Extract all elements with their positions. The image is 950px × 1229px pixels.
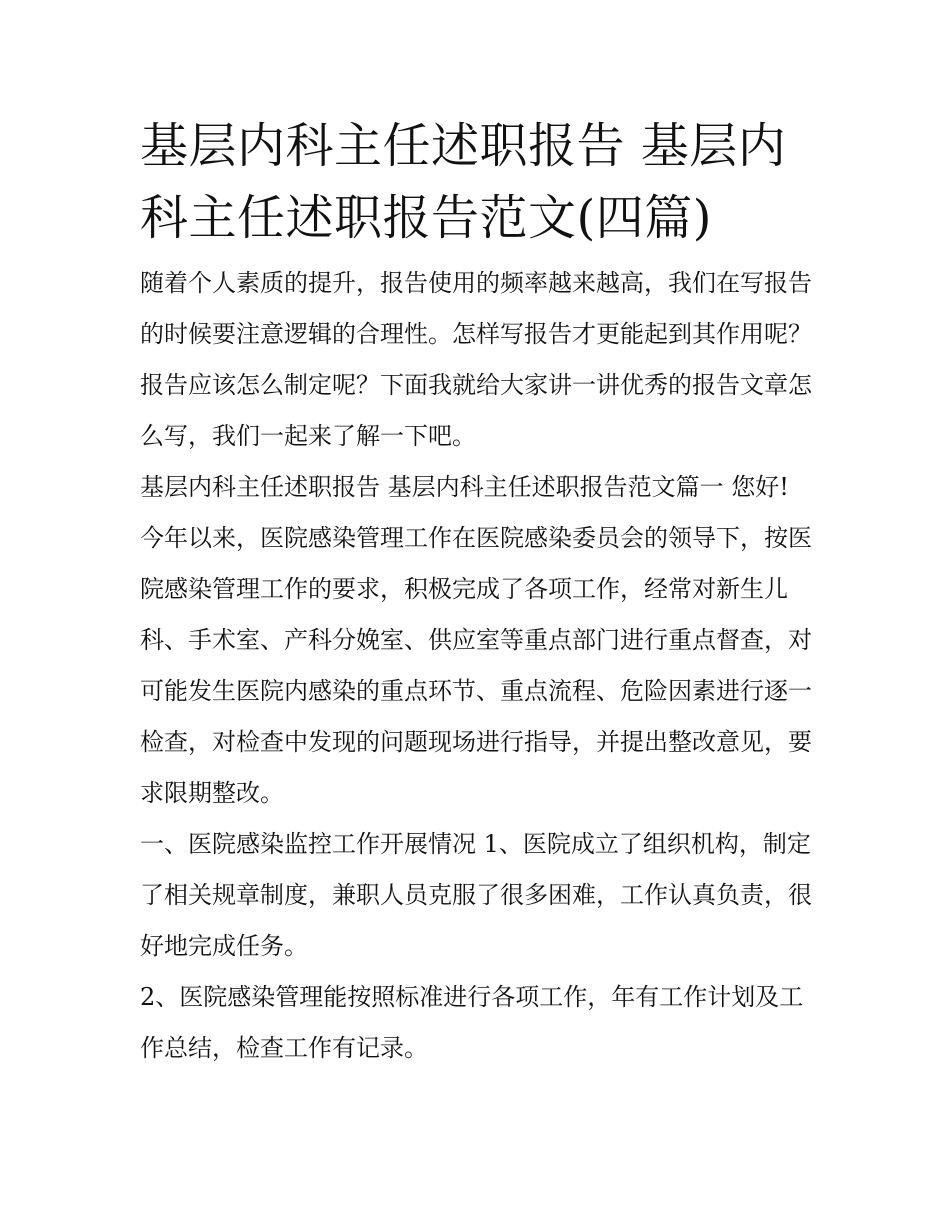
paragraph-standards: 2、医院感染管理能按照标准进行各项工作，年有工作计划及工作总结，检查工作有记录。 bbox=[140, 983, 804, 1062]
document-title: 基层内科主任述职报告 基层内科主任述职报告范文(四篇) bbox=[140, 118, 787, 246]
paragraph-monitoring: 一、医院感染监控工作开展情况 1、医院成立了组织机构，制定了相关规章制度，兼职人员克服了很多困难，工作认真负责，很好地完成任务。 bbox=[140, 830, 812, 960]
paragraph-section-one: 基层内科主任述职报告 基层内科主任述职报告范文篇一 您好!今年以来，医院感染管理工作在医院感染委员会的领导下，按医院感染管理工作的要求，积极完成了各项工作，经常对新生儿科、手术室、产科分娩室、供应室等重点部门进行重点督查，对可能发生医院内感染的重点环节、重点流程、危险因素进行逐一检查，对检查中发现的问题现场进行指导，并提出整改意见，要求限期整改。 bbox=[140, 473, 812, 807]
document-page bbox=[140, 110, 812, 1074]
paragraph-intro: 随着个人素质的提升，报告使用的频率越来越高，我们在写报告的时候要注意逻辑的合理性。怎样写报告才更能起到其作用呢？报告应该怎么制定呢？下面我就给大家讲一讲优秀的报告文章怎么写，我们一起来了解一下吧。 bbox=[140, 269, 812, 450]
document-body bbox=[140, 258, 812, 1074]
